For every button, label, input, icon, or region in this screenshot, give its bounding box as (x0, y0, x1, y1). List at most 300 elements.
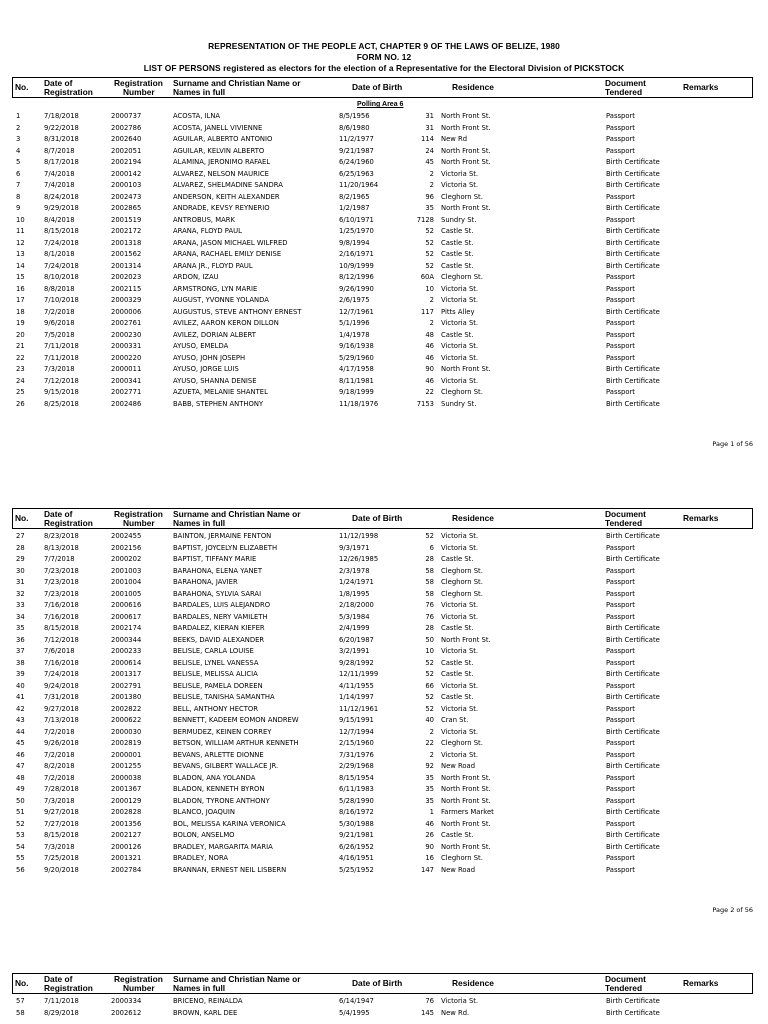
row-number: 53 (16, 831, 25, 839)
residence-number: 28 (425, 555, 434, 563)
registration-date: 7/7/2018 (44, 555, 75, 563)
date-of-birth: 4/16/1951 (339, 854, 374, 862)
registration-number: 2002051 (111, 146, 142, 155)
voter-table-page-1 (0, 111, 768, 410)
registration-number: 2002023 (111, 273, 142, 281)
title-line-list: LIST OF PERSONS registered as electors for the election of a Representative for the Electoral Division of PICKSTOCK (143, 63, 625, 73)
row-number: 3 (16, 135, 21, 143)
registration-number: 2000616 (111, 601, 142, 609)
elector-name: BENNETT, KADEEM EOMON ANDREW (173, 716, 299, 724)
elector-name: BELISLE, PAMELA DOREEN (173, 681, 263, 690)
elector-name: AVILEZ, DORIAN ALBERT (173, 330, 256, 339)
residence-number: 35 (425, 785, 434, 793)
table-row (0, 635, 768, 647)
elector-name: BARAHONA, SYLVIA SARAI (173, 589, 262, 598)
elector-name: BLADON, KENNETH BYRON (173, 785, 265, 793)
registration-date: 7/3/2018 (44, 796, 75, 805)
date-of-birth: 8/15/1954 (339, 773, 374, 782)
date-of-birth: 8/2/1965 (339, 192, 370, 201)
elector-name: AUGUSTUS, STEVE ANTHONY ERNEST (173, 307, 302, 316)
residence-number: 35 (425, 204, 434, 212)
registration-number: 2002761 (111, 319, 142, 327)
elector-name: AUGUST, YVONNE YOLANDA (173, 296, 269, 304)
registration-number: 2000202 (111, 555, 142, 563)
row-number: 26 (16, 399, 25, 408)
registration-number: 2000006 (111, 307, 142, 316)
date-of-birth: 6/25/1963 (339, 169, 374, 178)
table-row (0, 853, 768, 865)
table-row (0, 577, 768, 589)
residence-street: Castle St. (441, 261, 474, 270)
residence-street: Victoria St. (441, 296, 479, 304)
document-tendered: Birth Certificate (606, 997, 660, 1005)
residence-number: 48 (425, 330, 434, 339)
table-row (0, 123, 768, 135)
title-line-act: REPRESENTATION OF THE PEOPLE ACT, CHAPTER 9 OF THE LAWS OF BELIZE, 1980 (208, 41, 560, 51)
document-tendered: Passport (606, 215, 635, 224)
document-tendered: Passport (606, 135, 635, 143)
date-of-birth: 11/12/1961 (339, 704, 379, 713)
document-tendered: Birth Certificate (606, 261, 660, 270)
document-tendered: Birth Certificate (606, 693, 660, 701)
residence-number: 1 (429, 808, 434, 816)
residence-number: 46 (425, 819, 434, 828)
page-number: Page 2 of 56 (712, 906, 753, 914)
registration-date: 8/24/2018 (44, 192, 79, 201)
elector-name: AVILEZ, AARON KERON DILLON (173, 319, 279, 327)
table-row (0, 376, 768, 388)
elector-name: ALAMINA, JERONIMO RAFAEL (173, 158, 271, 166)
registration-number: 2002784 (111, 865, 142, 874)
table-row (0, 796, 768, 808)
table-row (0, 658, 768, 670)
residence-street: North Front St. (441, 146, 491, 155)
registration-date: 8/2/2018 (44, 762, 75, 770)
registration-date: 9/26/2018 (44, 739, 79, 747)
row-number: 29 (16, 555, 25, 563)
document-tendered: Passport (606, 566, 635, 575)
elector-name: BRADLEY, MARGARITA MARIA (173, 842, 273, 851)
elector-name: BOLON, ANSELMO (173, 831, 235, 839)
residence-number: 52 (425, 693, 434, 701)
polling-area-label: Polling Area 6 (357, 101, 404, 108)
document-tendered: Passport (606, 146, 635, 155)
residence-number: 58 (425, 578, 434, 586)
residence-street: North Front St. (441, 785, 491, 793)
registration-date: 9/6/2018 (44, 319, 75, 327)
residence-street: Victoria St. (441, 681, 479, 690)
table-row (0, 761, 768, 773)
registration-number: 2002486 (111, 399, 142, 408)
registration-date: 7/2/2018 (44, 773, 75, 782)
registration-date: 7/23/2018 (44, 578, 79, 586)
residence-number: 52 (425, 250, 434, 258)
document-tendered: Passport (606, 589, 635, 598)
row-number: 38 (16, 658, 25, 667)
header-document-1: Document (605, 509, 646, 519)
header-reg-number-2: Number (123, 518, 155, 528)
row-number: 9 (16, 204, 21, 212)
header-document-2: Tendered (605, 518, 643, 528)
residence-number: 2 (429, 750, 434, 759)
residence-street: Victoria St. (441, 543, 479, 552)
table-row (0, 295, 768, 307)
residence-street: Castle St. (441, 330, 474, 339)
residence-street: North Front St. (441, 204, 491, 212)
table-row (0, 612, 768, 624)
registration-date: 7/4/2018 (44, 169, 75, 178)
elector-name: ARANA, JASON MICHAEL WILFRED (173, 238, 288, 247)
table-row (0, 226, 768, 238)
registration-number: 2002865 (111, 204, 142, 212)
registration-date: 9/27/2018 (44, 704, 79, 713)
residence-number: 6 (429, 543, 434, 552)
registration-number: 2001367 (111, 785, 142, 793)
elector-name: BELISLE, MELISSA ALICIA (173, 670, 258, 678)
header-remarks: Remarks (683, 978, 719, 988)
registration-date: 7/25/2018 (44, 854, 79, 862)
row-number: 18 (16, 307, 25, 316)
table-row (0, 692, 768, 704)
registration-number: 2000001 (111, 750, 142, 759)
row-number: 21 (16, 342, 25, 350)
residence-street: Victoria St. (441, 353, 479, 362)
registration-number: 2002640 (111, 135, 142, 143)
header-date-of: Date of (44, 78, 73, 88)
elector-name: BELISLE, LYNEL VANESSA (173, 658, 259, 667)
registration-date: 7/12/2018 (44, 635, 79, 644)
residence-street: Sundry St. (441, 215, 477, 224)
date-of-birth: 5/28/1990 (339, 796, 374, 805)
table-row (0, 364, 768, 376)
header-document-1: Document (605, 78, 646, 88)
column-header (12, 508, 753, 529)
registration-date: 7/11/2018 (44, 353, 79, 362)
elector-name: BARAHONA, JAVIER (173, 578, 238, 586)
date-of-birth: 12/7/1961 (339, 307, 374, 316)
table-row (0, 646, 768, 658)
elector-name: ANDERSON, KEITH ALEXANDER (173, 192, 280, 201)
registration-date: 8/29/2018 (44, 1008, 79, 1017)
document-tendered: Passport (606, 342, 635, 350)
registration-date: 7/11/2018 (44, 342, 79, 350)
document-tendered: Passport (606, 658, 635, 667)
residence-number: 90 (425, 842, 434, 851)
header-remarks: Remarks (683, 513, 719, 523)
registration-number: 2001562 (111, 250, 142, 258)
date-of-birth: 11/12/1998 (339, 532, 379, 540)
registration-date: 8/23/2018 (44, 532, 79, 540)
registration-number: 2002455 (111, 532, 142, 540)
registration-number: 2000331 (111, 342, 142, 350)
header-name-2: Names in full (173, 87, 226, 97)
registration-number: 2000103 (111, 181, 142, 189)
residence-number: 145 (421, 1008, 434, 1017)
residence-number: 28 (425, 624, 434, 632)
registration-number: 2002771 (111, 388, 142, 396)
residence-street: North Front St. (441, 842, 491, 851)
registration-number: 2002115 (111, 284, 142, 293)
registration-number: 2001318 (111, 238, 142, 247)
residence-number: 96 (425, 192, 434, 201)
residence-street: Cleghorn St. (441, 589, 483, 598)
document-tendered: Passport (606, 796, 635, 805)
residence-number: 147 (421, 865, 434, 874)
residence-street: Farmers Market (441, 808, 494, 816)
date-of-birth: 5/30/1988 (339, 819, 374, 828)
residence-street: Castle St. (441, 693, 474, 701)
header-no: No. (15, 978, 29, 988)
page-number: Page 1 of 56 (712, 440, 753, 448)
date-of-birth: 11/2/1977 (339, 135, 374, 143)
row-number: 20 (16, 330, 25, 339)
registration-number: 2002172 (111, 227, 142, 235)
table-row (0, 203, 768, 215)
table-row (0, 842, 768, 854)
elector-name: BARAHONA, ELENA YANET (173, 566, 262, 575)
row-number: 19 (16, 319, 25, 327)
header-remarks: Remarks (683, 82, 719, 92)
table-row (0, 318, 768, 330)
document-tendered: Passport (606, 353, 635, 362)
registration-number: 2000126 (111, 842, 142, 851)
registration-date: 7/16/2018 (44, 612, 79, 621)
registration-date: 7/16/2018 (44, 601, 79, 609)
elector-name: BETSON, WILLIAM ARTHUR KENNETH (173, 739, 299, 747)
header-date-of: Date of (44, 974, 73, 984)
residence-street: Victoria St. (441, 601, 479, 609)
registration-number: 2002791 (111, 681, 142, 690)
header-reg-number-2: Number (123, 87, 155, 97)
header-name-1: Surname and Christian Name or (173, 78, 301, 88)
header-registration: Registration (44, 87, 93, 97)
row-number: 7 (16, 181, 21, 189)
registration-number: 2002822 (111, 704, 142, 713)
residence-street: North Front St. (441, 796, 491, 805)
registration-date: 9/15/2018 (44, 388, 79, 396)
table-row (0, 157, 768, 169)
registration-date: 8/13/2018 (44, 543, 79, 552)
residence-number: 7128 (416, 215, 434, 224)
row-number: 22 (16, 353, 25, 362)
document-tendered: Passport (606, 388, 635, 396)
row-number: 55 (16, 854, 25, 862)
document-tendered: Birth Certificate (606, 158, 660, 166)
row-number: 50 (16, 796, 25, 805)
date-of-birth: 9/28/1992 (339, 658, 374, 667)
elector-name: ARANA JR., FLOYD PAUL (173, 261, 253, 270)
residence-street: Victoria St. (441, 284, 479, 293)
residence-number: 60A (420, 273, 434, 281)
table-row (0, 996, 768, 1008)
residence-number: 90 (425, 365, 434, 373)
date-of-birth: 9/21/1987 (339, 146, 374, 155)
registration-date: 9/22/2018 (44, 123, 79, 132)
residence-street: Pitts Alley (441, 307, 475, 316)
header-dob: Date of Birth (352, 513, 403, 523)
document-tendered: Birth Certificate (606, 365, 660, 373)
date-of-birth: 6/26/1952 (339, 842, 374, 851)
elector-name: AYUSO, JOHN JOSEPH (173, 353, 246, 362)
date-of-birth: 1/2/1987 (339, 204, 370, 212)
residence-number: 52 (425, 532, 434, 540)
elector-name: BELISLE, TANISHA SAMANTHA (173, 693, 275, 701)
document-tendered: Passport (606, 543, 635, 552)
date-of-birth: 5/25/1952 (339, 865, 374, 874)
residence-number: 35 (425, 773, 434, 782)
residence-street: New Road (441, 762, 476, 770)
registration-date: 7/27/2018 (44, 819, 79, 828)
registration-date: 7/23/2018 (44, 589, 79, 598)
document-tendered: Passport (606, 601, 635, 609)
registration-date: 7/4/2018 (44, 181, 75, 189)
table-row (0, 543, 768, 555)
date-of-birth: 8/5/1956 (339, 112, 370, 120)
table-row (0, 865, 768, 877)
date-of-birth: 9/26/1990 (339, 284, 374, 293)
elector-name: BELISLE, CARLA LOUISE (173, 647, 254, 655)
registration-number: 2001003 (111, 566, 142, 575)
elector-name: BLANCO, JOAQUIN (173, 808, 235, 816)
row-number: 47 (16, 762, 25, 770)
residence-street: Castle St. (441, 670, 474, 678)
residence-street: Victoria St. (441, 750, 479, 759)
residence-number: 76 (425, 612, 434, 621)
elector-name: ARANA, FLOYD PAUL (173, 227, 242, 235)
registration-date: 7/18/2018 (44, 112, 79, 120)
registration-number: 2001255 (111, 762, 142, 770)
residence-number: 52 (425, 670, 434, 678)
table-row (0, 111, 768, 123)
table-row (0, 261, 768, 273)
date-of-birth: 12/7/1994 (339, 727, 374, 736)
date-of-birth: 10/9/1999 (339, 261, 374, 270)
table-row (0, 600, 768, 612)
registration-date: 7/24/2018 (44, 261, 79, 270)
residence-street: Victoria St. (441, 997, 479, 1005)
row-number: 4 (16, 146, 21, 155)
document-tendered: Birth Certificate (606, 227, 660, 235)
date-of-birth: 7/31/1976 (339, 750, 374, 759)
registration-date: 8/7/2018 (44, 146, 75, 155)
date-of-birth: 9/16/1938 (339, 342, 374, 350)
table-row (0, 554, 768, 566)
registration-date: 9/20/2018 (44, 865, 79, 874)
registration-number: 2000334 (111, 997, 142, 1005)
residence-number: 2 (429, 727, 434, 736)
residence-street: Castle St. (441, 238, 474, 247)
residence-number: 45 (425, 158, 434, 166)
table-row (0, 738, 768, 750)
document-tendered: Passport (606, 319, 635, 327)
elector-name: BEEKS, DAVID ALEXANDER (173, 635, 265, 644)
table-row (0, 134, 768, 146)
row-number: 2 (16, 123, 21, 132)
elector-name: BEVANS, ARLETTE DIONNE (173, 750, 264, 759)
document-tendered: Passport (606, 192, 635, 201)
row-number: 1 (16, 112, 21, 120)
registration-number: 2000622 (111, 716, 142, 724)
table-row (0, 715, 768, 727)
registration-number: 2002786 (111, 123, 142, 132)
table-row (0, 1008, 768, 1020)
row-number: 34 (16, 612, 25, 621)
row-number: 40 (16, 681, 25, 690)
document-tendered: Birth Certificate (606, 238, 660, 247)
elector-name: ACOSTA, JANELL VIVIENNE (173, 123, 263, 132)
elector-name: ARMSTRONG, LYN MARIE (173, 284, 258, 293)
row-number: 43 (16, 716, 25, 724)
residence-number: 52 (425, 704, 434, 713)
elector-name: ACOSTA, ILNA (173, 112, 221, 120)
elector-name: ARDON, IZAU (173, 273, 219, 281)
residence-street: Cran St. (441, 716, 469, 724)
registration-number: 2000220 (111, 353, 142, 362)
registration-number: 2002612 (111, 1008, 142, 1017)
document-tendered: Birth Certificate (606, 169, 660, 178)
residence-number: 52 (425, 238, 434, 247)
header-document-1: Document (605, 974, 646, 984)
registration-number: 2000233 (111, 647, 142, 655)
header-name-2: Names in full (173, 983, 226, 993)
header-dob: Date of Birth (352, 978, 403, 988)
residence-street: North Front St. (441, 365, 491, 373)
header-date-of: Date of (44, 509, 73, 519)
date-of-birth: 8/11/1981 (339, 376, 374, 385)
table-row (0, 238, 768, 250)
date-of-birth: 5/29/1960 (339, 353, 374, 362)
registration-number: 2001005 (111, 589, 142, 598)
document-tendered: Birth Certificate (606, 307, 660, 316)
elector-name: AYUSO, SHANNA DENISE (173, 376, 257, 385)
residence-number: 22 (425, 739, 434, 747)
date-of-birth: 3/2/1991 (339, 647, 370, 655)
document-tendered: Passport (606, 681, 635, 690)
elector-name: BARDALEZ, KIERAN KIEFER (173, 624, 265, 632)
elector-name: BEVANS, GILBERT WALLACE JR. (173, 762, 279, 770)
elector-name: BROWN, KARL DEE (173, 1008, 238, 1017)
residence-number: 2 (429, 169, 434, 178)
document-tendered: Birth Certificate (606, 727, 660, 736)
date-of-birth: 2/3/1978 (339, 566, 370, 575)
residence-number: 52 (425, 658, 434, 667)
residence-number: 92 (425, 762, 434, 770)
registration-date: 7/10/2018 (44, 296, 79, 304)
registration-number: 2002127 (111, 831, 142, 839)
row-number: 10 (16, 215, 25, 224)
residence-street: Castle St. (441, 831, 474, 839)
row-number: 56 (16, 865, 25, 874)
elector-name: BAPTIST, JOYCELYN ELIZABETH (173, 543, 278, 552)
table-row (0, 387, 768, 399)
column-header (12, 77, 753, 98)
residence-street: Victoria St. (441, 612, 479, 621)
table-row (0, 180, 768, 192)
date-of-birth: 2/4/1999 (339, 624, 370, 632)
document-tendered: Passport (606, 273, 635, 281)
table-row (0, 249, 768, 261)
residence-street: Cleghorn St. (441, 739, 483, 747)
table-row (0, 341, 768, 353)
row-number: 51 (16, 808, 25, 816)
document-tendered: Passport (606, 854, 635, 862)
elector-name: ALVAREZ, SHELMADINE SANDRA (173, 181, 283, 189)
table-row (0, 589, 768, 601)
header-name-1: Surname and Christian Name or (173, 509, 301, 519)
registration-date: 7/2/2018 (44, 727, 75, 736)
registration-number: 2000329 (111, 296, 142, 304)
document-tendered: Passport (606, 739, 635, 747)
